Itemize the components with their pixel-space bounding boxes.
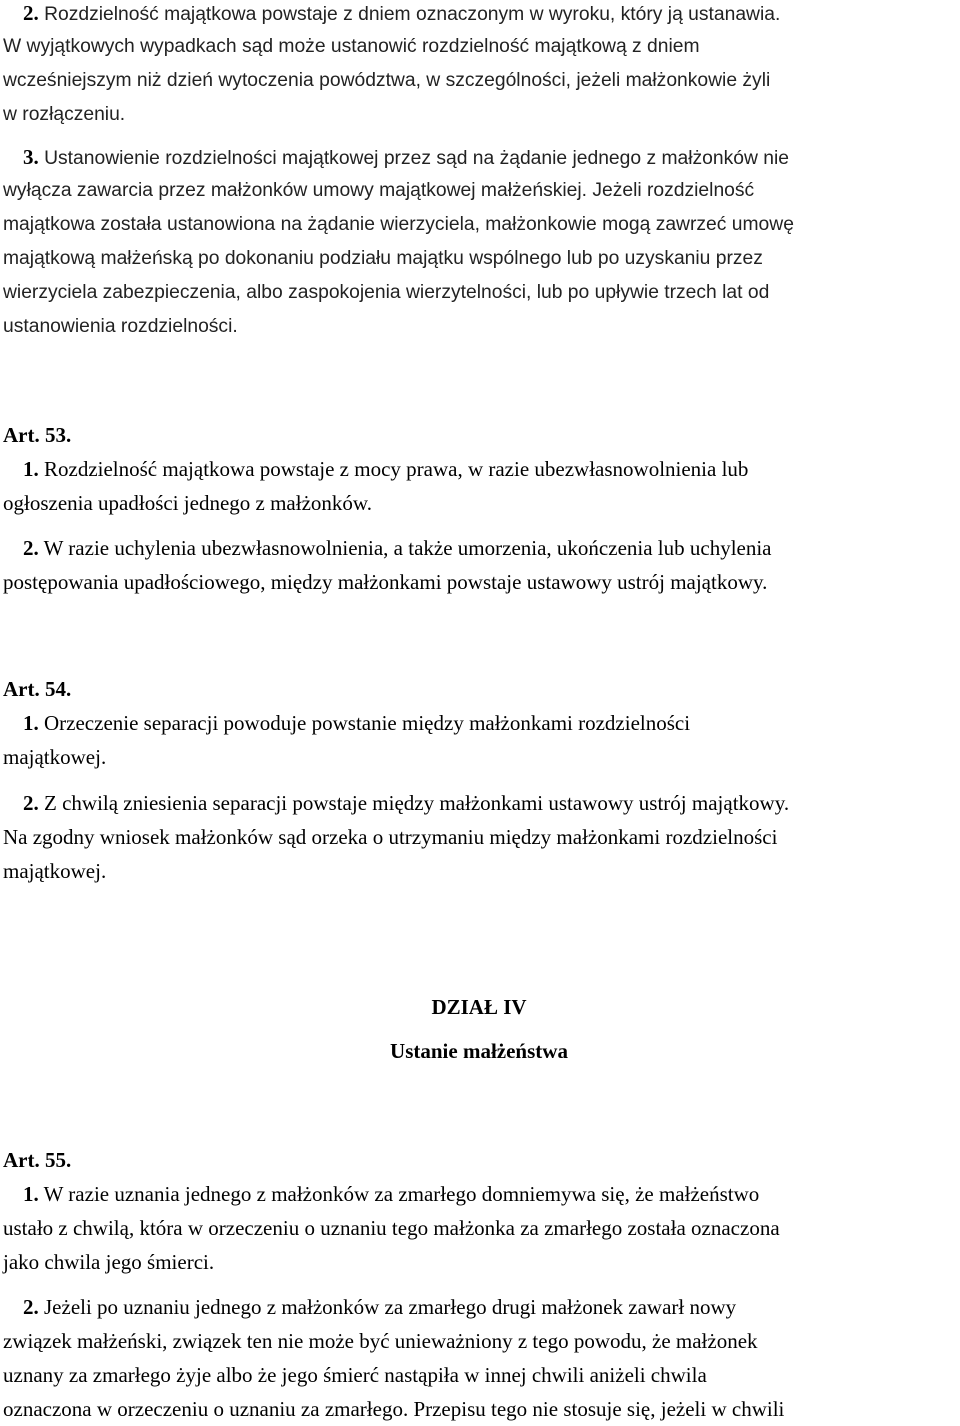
text-line: ogłoszenia upadłości jednego z małżonków.	[3, 491, 372, 515]
text-line: Jeżeli po uznaniu jednego z małżonków za zmarłego drugi małżonek zawarł nowy	[38, 1295, 737, 1319]
article-heading: Art. 53.	[3, 423, 72, 447]
paragraph-number: 2.	[23, 1295, 39, 1319]
text-line: Orzeczenie separacji powoduje powstanie między małżonkami rozdzielności	[38, 711, 691, 735]
paragraph-art55-2	[3, 1290, 955, 1426]
article-53	[3, 418, 955, 520]
text-line: postępowania upadłościowego, między małżonkami powstaje ustawowy ustrój majątkowy.	[3, 570, 768, 594]
paragraph-number: 1.	[23, 1182, 39, 1206]
text-line: wyłącza zawarcia przez małżonków umowy majątkowej małżeńskiej. Jeżeli rozdzielność	[3, 180, 755, 201]
text-line: W wyjątkowych wypadkach sąd może ustanowić rozdzielność majątkową z dniem	[3, 36, 700, 57]
article-55	[3, 1143, 955, 1279]
text-line: w rozłączeniu.	[3, 104, 126, 125]
paragraph-art54-2	[3, 786, 955, 888]
text-line: W razie uznania jednego z małżonków za zmarłego domniemywa się, że małżeństwo	[38, 1182, 760, 1206]
article-54	[3, 672, 955, 774]
paragraph-number: 1.	[23, 711, 39, 735]
text-line: oznaczona w orzeczeniu o uznaniu za zmarłego. Przepisu tego nie stosuje się, jeżeli w chwili	[3, 1397, 785, 1421]
paragraph-number: 1.	[23, 457, 39, 481]
text-line: związek małżeński, związek ten nie może być unieważniony z tego powodu, że małżonek	[3, 1329, 758, 1353]
text-line: Ustanowienie rozdzielności majątkowej przez sąd na żądanie jednego z małżonków nie	[38, 148, 789, 169]
text-line: majątkową małżeńską po dokonaniu podziału majątku wspólnego lub po uzyskaniu przez	[3, 248, 763, 269]
paragraph-art52-2	[3, 0, 955, 132]
text-line: Rozdzielność majątkowa powstaje z mocy prawa, w razie ubezwłasnowolnienia lub	[38, 457, 749, 481]
text-line: ustanowienia rozdzielności.	[3, 316, 238, 337]
text-line: wcześniejszym niż dzień wytoczenia powództwa, w szczególności, jeżeli małżonkowie żyli	[3, 70, 771, 91]
text-line: Rozdzielność majątkowa powstaje z dniem oznaczonym w wyroku, który ją ustanawia.	[38, 4, 781, 25]
text-line: majątkowej.	[3, 859, 107, 883]
text-line: wierzyciela zabezpieczenia, albo zaspokojenia wierzytelności, lub po upływie trzech lat od	[3, 282, 770, 303]
text-line: Z chwilą zniesienia separacji powstaje między małżonkami ustawowy ustrój majątkowy.	[38, 791, 790, 815]
section-subheading	[3, 1034, 955, 1068]
text-line: Na zgodny wniosek małżonków sąd orzeka o utrzymaniu między małżonkami rozdzielności	[3, 825, 778, 849]
article-heading: Art. 55.	[3, 1148, 72, 1172]
section-subtitle: Ustanie małżeństwa	[390, 1039, 568, 1063]
paragraph-art53-2	[3, 531, 955, 599]
section-heading	[3, 990, 955, 1024]
paragraph-number: 2.	[23, 791, 39, 815]
text-line: W razie uchylenia ubezwłasnowolnienia, a także umorzenia, ukończenia lub uchylenia	[38, 536, 772, 560]
text-line: jako chwila jego śmierci.	[3, 1250, 215, 1274]
text-line: uznany za zmarłego żyje albo że jego śmierć nastąpiła w innej chwili aniżeli chwila	[3, 1363, 707, 1387]
section-title: DZIAŁ IV	[431, 995, 527, 1019]
paragraph-number: 3.	[23, 145, 39, 169]
paragraph-number: 2.	[23, 1, 39, 25]
paragraph-art52-3	[3, 140, 955, 344]
text-line: majątkowa została ustanowiona na żądanie wierzyciela, małżonkowie mogą zawrzeć umowę	[3, 214, 794, 235]
text-line: majątkowej.	[3, 745, 107, 769]
paragraph-number: 2.	[23, 536, 39, 560]
text-line: ustało z chwilą, która w orzeczeniu o uznaniu tego małżonka za zmarłego została oznaczona	[3, 1216, 780, 1240]
article-heading: Art. 54.	[3, 677, 72, 701]
